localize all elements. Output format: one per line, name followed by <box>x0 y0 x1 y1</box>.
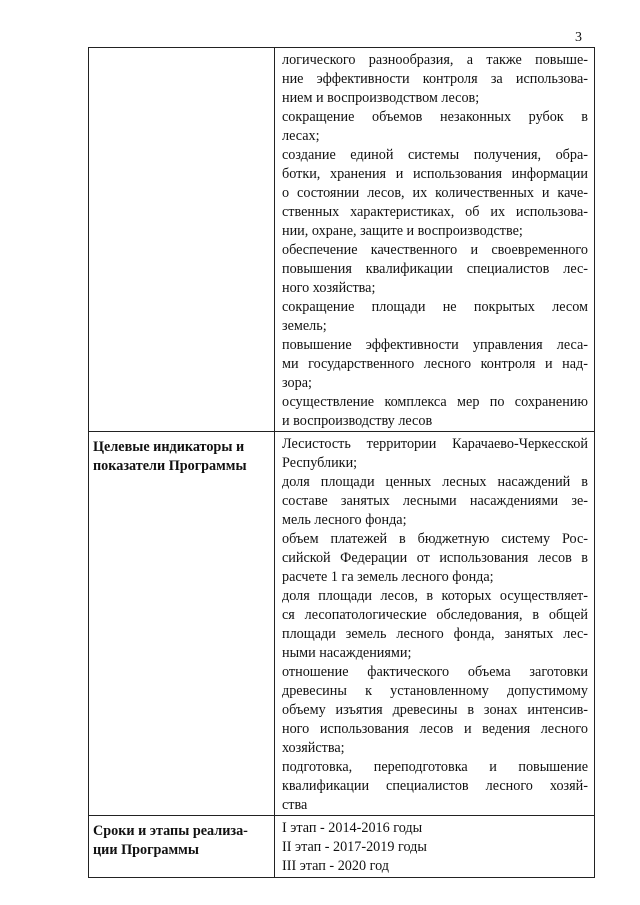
content-line: ние эффективности контроля за использова- <box>282 71 588 87</box>
row-content-cell <box>275 432 595 816</box>
stage-line: II этап - 2017-2019 годы <box>282 839 427 855</box>
content-line: подготовка, переподготовка и повышение <box>282 759 588 775</box>
content-line: ства <box>282 797 308 813</box>
content-line: Лесистость территории Карачаево-Черкесской <box>282 436 588 452</box>
content-line: Республики; <box>282 455 358 471</box>
page-number: 3 <box>575 30 582 45</box>
row-content-cell <box>275 816 595 878</box>
content-line: мель лесного фонда; <box>282 512 407 528</box>
indicators-list <box>275 432 594 815</box>
table-row-objectives-continued <box>89 48 595 432</box>
content-line: хозяйства; <box>282 740 345 756</box>
content-line: сокращение объемов незаконных рубок в <box>282 109 588 125</box>
content-line: объему изъятия древесины в зонах интенсив- <box>282 702 588 718</box>
content-line: объем платежей в бюджетную систему Рос- <box>282 531 588 547</box>
table-row-timeline <box>89 816 595 878</box>
content-line: составе занятых лесными насаждениями зе- <box>282 493 588 509</box>
content-line: и воспроизводству лесов <box>282 413 433 429</box>
content-line: осуществление комплекса мер по сохранению <box>282 394 588 410</box>
stage-line: I этап - 2014-2016 годы <box>282 820 423 836</box>
row-label-cell <box>89 816 275 878</box>
content-line: доля площади лесов, в которых осуществляет- <box>282 588 588 604</box>
content-line: сокращение площади не покрытых лесом <box>282 299 588 315</box>
objectives-list <box>275 48 594 431</box>
content-line: ственных характеристиках, об их использова- <box>282 204 588 220</box>
stage-line: III этап - 2020 год <box>282 858 389 874</box>
row-label-cell <box>89 48 275 432</box>
content-line: логического разнообразия, а также повыше- <box>282 52 588 68</box>
content-line: площади земель лесного фонда, занятых лес- <box>282 626 588 642</box>
content-line: ного хозяйства; <box>282 280 376 296</box>
content-line: сийской Федерации от использования лесов в <box>282 550 588 566</box>
table-row-target-indicators <box>89 432 595 816</box>
content-line: нием и воспроизводством лесов; <box>282 90 480 106</box>
content-line: квалификации специалистов лесного хозяй- <box>282 778 588 794</box>
row-content-cell <box>275 48 595 432</box>
content-line: повышение эффективности управления леса- <box>282 337 588 353</box>
row-label <box>89 48 274 54</box>
content-line: расчете 1 га земель лесного фонда; <box>282 569 494 585</box>
content-line: о состоянии лесов, их количественных и каче- <box>282 185 588 201</box>
content-line: земель; <box>282 318 327 334</box>
content-line: зора; <box>282 375 312 391</box>
content-line: ного использования лесов и ведения лесного <box>282 721 588 737</box>
row-label: Целевые индикаторы и показатели Программы <box>93 439 247 474</box>
row-label: Сроки и этапы реализа-ции Программы <box>93 823 248 858</box>
row-label-cell <box>89 432 275 816</box>
content-line: нии, охране, защите и воспроизводстве; <box>282 223 523 239</box>
content-line: ми государственного лесного контроля и над- <box>282 356 588 372</box>
content-line: обеспечение качественного и своевременного <box>282 242 588 258</box>
content-line: ботки, хранения и использования информации <box>282 166 588 182</box>
content-line: создание единой системы получения, обра- <box>282 147 588 163</box>
content-line: лесах; <box>282 128 320 144</box>
content-line: доля площади ценных лесных насаждений в <box>282 474 588 490</box>
content-line: ными насаждениями; <box>282 645 412 661</box>
stages-list <box>275 816 594 876</box>
content-line: отношение фактического объема заготовки <box>282 664 588 680</box>
program-passport-table <box>88 47 595 878</box>
content-line: ся лесопатологические обследования, в общей <box>282 607 588 623</box>
content-line: древесины к установленному допустимому <box>282 683 588 699</box>
content-line: повышения квалификации специалистов лес- <box>282 261 588 277</box>
